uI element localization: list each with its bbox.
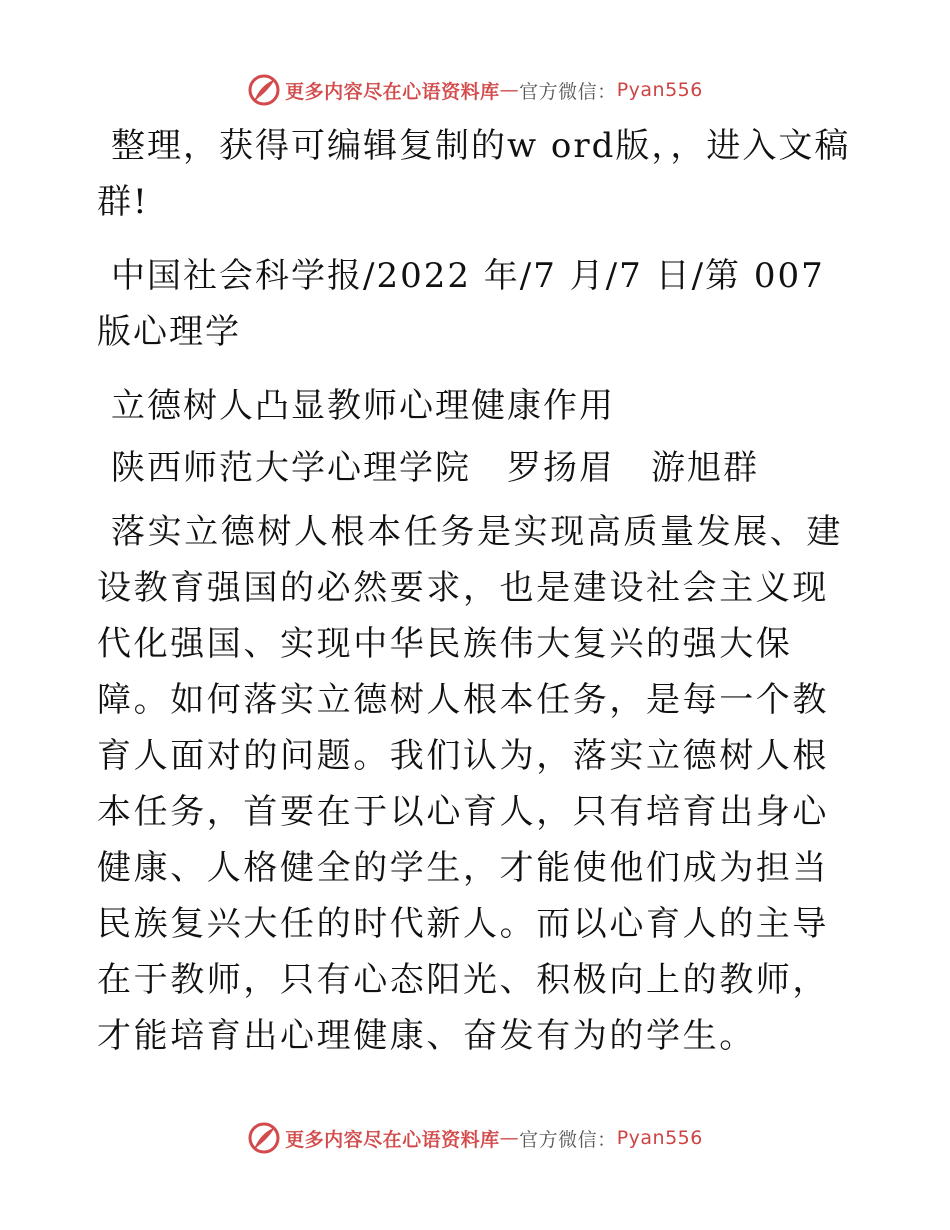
source-line: 中国社会科学报/2022 年/7 月/7 日/第 007 版心理学 [97, 256, 825, 352]
document-body [97, 118, 857, 1082]
intro-paragraph: 整理，获得可编辑复制的w ord版，，进入文稿群! [97, 126, 851, 222]
watermark-handle: Pyan556 [616, 79, 703, 101]
footer-watermark [0, 1118, 950, 1158]
quill-logo-icon [247, 1121, 281, 1155]
watermark-main-text: 更多内容尽在心语资料库 [285, 1128, 500, 1151]
header-watermark [0, 70, 950, 110]
watermark-sub-text: 官方微信： [519, 1128, 617, 1151]
watermark-dash: — [499, 1127, 520, 1149]
watermark-dash: — [499, 79, 520, 101]
quill-logo-icon [247, 73, 281, 107]
article-title: 立德树人凸显教师心理健康作用 [111, 386, 615, 426]
watermark-sub-text: 官方微信： [519, 80, 617, 103]
body-paragraph: 落实立德树人根本任务是实现高质量发展、建设教育强国的必然要求，也是建设社会主义现代化强国、实现中华民族伟大复兴的强大保障。如何落实立德树人根本任务，是每一个教育人面对的问题。我们认为，落实立德树人根本任务，首要在于以心育人，只有培育出身心健康、人格健全的学生，才能使他们成为担当民族复兴大任的时代新人。而以心育人的主导在于教师，只有心态阳光、积极向上的教师，才能培育出心理健康、奋发有为的学生。 [97, 512, 843, 1056]
article-authors: 陕西师范大学心理学院 罗扬眉 游旭群 [111, 448, 759, 488]
watermark-main-text: 更多内容尽在心语资料库 [285, 80, 500, 103]
watermark-handle: Pyan556 [616, 1127, 703, 1149]
